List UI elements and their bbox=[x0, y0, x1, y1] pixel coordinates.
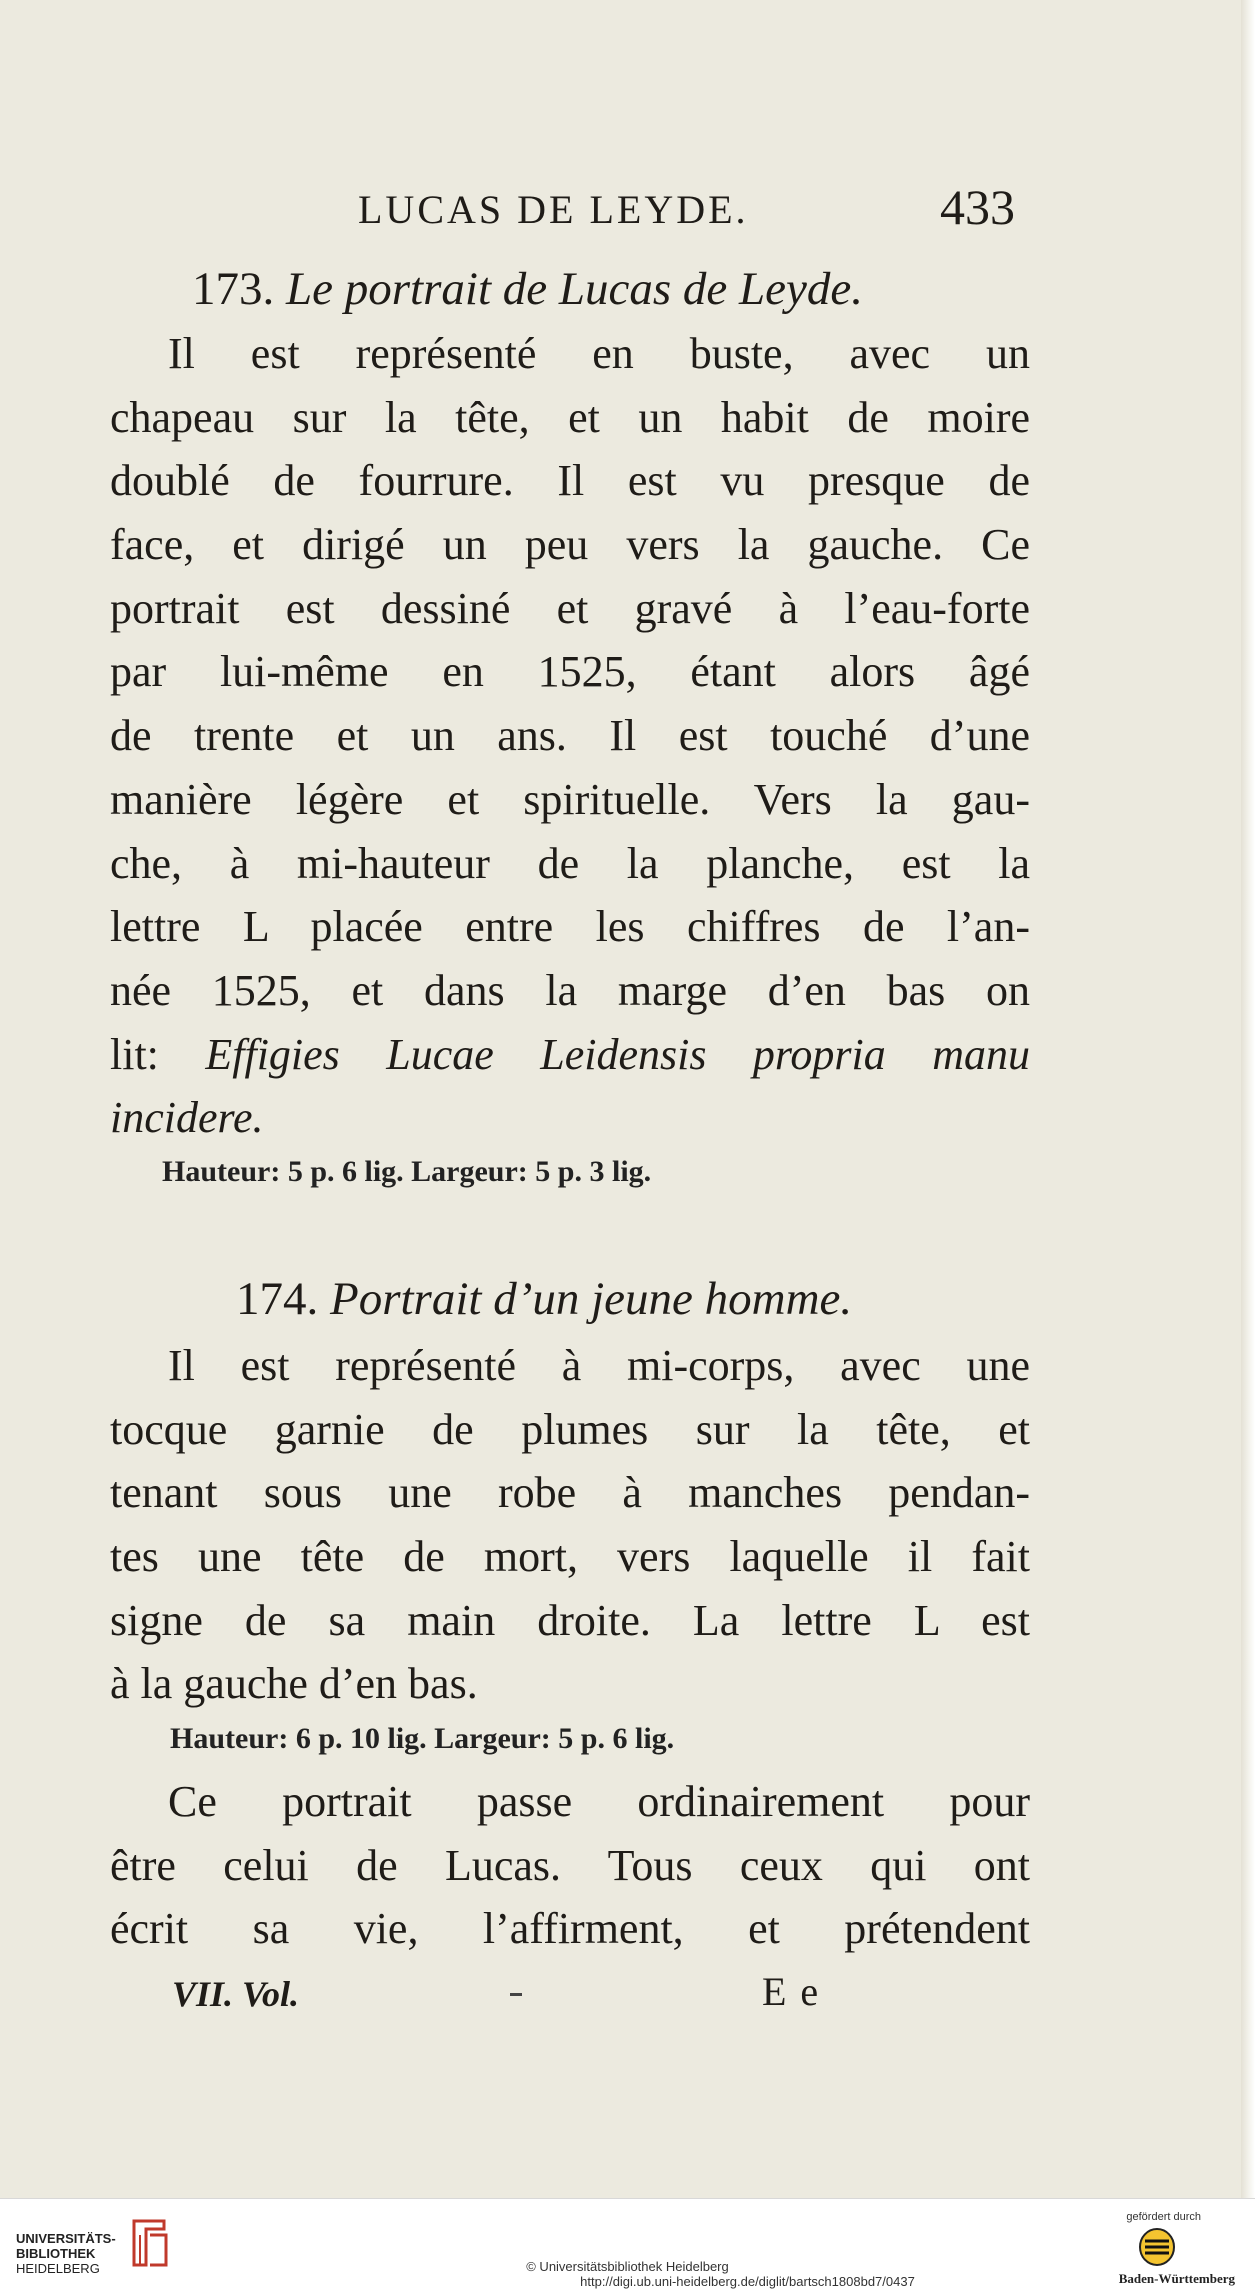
paragraph-line: par lui-même en 1525, étant alors âgé bbox=[110, 647, 1030, 697]
funder-name: Baden-Württemberg bbox=[1118, 2271, 1235, 2286]
inscription-lead: lit: bbox=[110, 1029, 159, 1079]
inscription-line bbox=[110, 1023, 1030, 1087]
library-line: HEIDELBERG bbox=[16, 2261, 100, 2276]
inscription-text-end: incidere. bbox=[110, 1093, 264, 1143]
permalink[interactable]: http://digi.ub.uni-heidelberg.de/diglit/bartsch1808bd7/0437 bbox=[580, 2274, 915, 2289]
coat-of-arms-icon bbox=[1137, 2227, 1177, 2267]
signature-mark: E e bbox=[762, 1969, 821, 2014]
inscription-text: Effigies Lucae Leidensis propria manu bbox=[205, 1029, 1031, 1079]
entry-173-body bbox=[110, 322, 1030, 1150]
paragraph-line: Il est représenté à mi-corps, avec une bbox=[168, 1341, 1030, 1390]
paragraph-line: écrit sa vie, l’affirment, et prétendent bbox=[110, 1904, 1030, 1954]
paragraph-line: signe de sa main droite. La lettre L est bbox=[110, 1595, 1030, 1645]
entry-174-heading bbox=[236, 1272, 852, 1326]
paragraph-line: Il est représenté en buste, avec un bbox=[168, 329, 1030, 378]
entry-174-number: 174. bbox=[236, 1273, 319, 1325]
paragraph-line: chapeau sur la tête, et un habit de moire bbox=[110, 392, 1030, 442]
paragraph-line: doublé de fourrure. Il est vu presque de bbox=[110, 456, 1030, 506]
entry-173-dimensions: Hauteur: 5 p. 6 lig. Largeur: 5 p. 3 lig. bbox=[162, 1155, 652, 1188]
paragraph-line: à la gauche d’en bas. bbox=[110, 1659, 478, 1709]
entry-173-title: Le portrait de Lucas de Leyde. bbox=[286, 263, 863, 315]
funded-by-label: gefördert durch bbox=[1126, 2211, 1201, 2223]
paragraph-line: che, à mi-hauteur de la planche, est la bbox=[110, 838, 1030, 888]
footer-bar bbox=[0, 2198, 1255, 2293]
signature: VII. Vol. bbox=[172, 1974, 300, 2014]
entry-174-dimensions: Hauteur: 6 p. 10 lig. Largeur: 5 p. 6 lig. bbox=[170, 1722, 675, 1755]
paragraph-line: face, et dirigé un peu vers la gauche. Ce bbox=[110, 520, 1030, 570]
paragraph-line: manière légère et spirituelle. Vers la gau- bbox=[110, 774, 1030, 824]
entry-174-title: Portrait d’un jeune homme. bbox=[330, 1273, 853, 1325]
paragraph-line: portrait est dessiné et gravé à l’eau-forte bbox=[110, 583, 1030, 633]
paragraph-line: née 1525, et dans la marge d’en bas on bbox=[110, 965, 1030, 1015]
paragraph-line: tes une tête de mort, vers laquelle il fait bbox=[110, 1532, 1030, 1582]
paragraph-line: Ce portrait passe ordinairement pour bbox=[168, 1777, 1030, 1826]
library-line: UNIVERSITÄTS- bbox=[16, 2231, 116, 2246]
paragraph-line: tenant sous une robe à manches pendan- bbox=[110, 1468, 1030, 1518]
paragraph-line: être celui de Lucas. Tous ceux qui ont bbox=[110, 1840, 1030, 1890]
entry-174-note bbox=[110, 1770, 1030, 1961]
entry-174-body bbox=[110, 1334, 1030, 1716]
paragraph-line: tocque garnie de plumes sur la tête, et bbox=[110, 1404, 1030, 1454]
copyright-text: © Universitätsbibliothek Heidelberg bbox=[526, 2259, 729, 2274]
page-edge bbox=[1241, 0, 1255, 2198]
paragraph-line: de trente et un ans. Il est touché d’une bbox=[110, 711, 1030, 761]
running-title: LUCAS DE LEYDE. bbox=[358, 187, 749, 232]
library-line: BIBLIOTHEK bbox=[16, 2246, 96, 2261]
entry-173-heading bbox=[192, 262, 863, 316]
copyright bbox=[0, 2259, 1255, 2289]
page-number: 433 bbox=[940, 179, 1015, 235]
divider bbox=[510, 1993, 522, 1996]
paragraph-line: lettre L placée entre les chiffres de l’an- bbox=[110, 902, 1030, 952]
entry-173-number: 173. bbox=[192, 263, 275, 315]
